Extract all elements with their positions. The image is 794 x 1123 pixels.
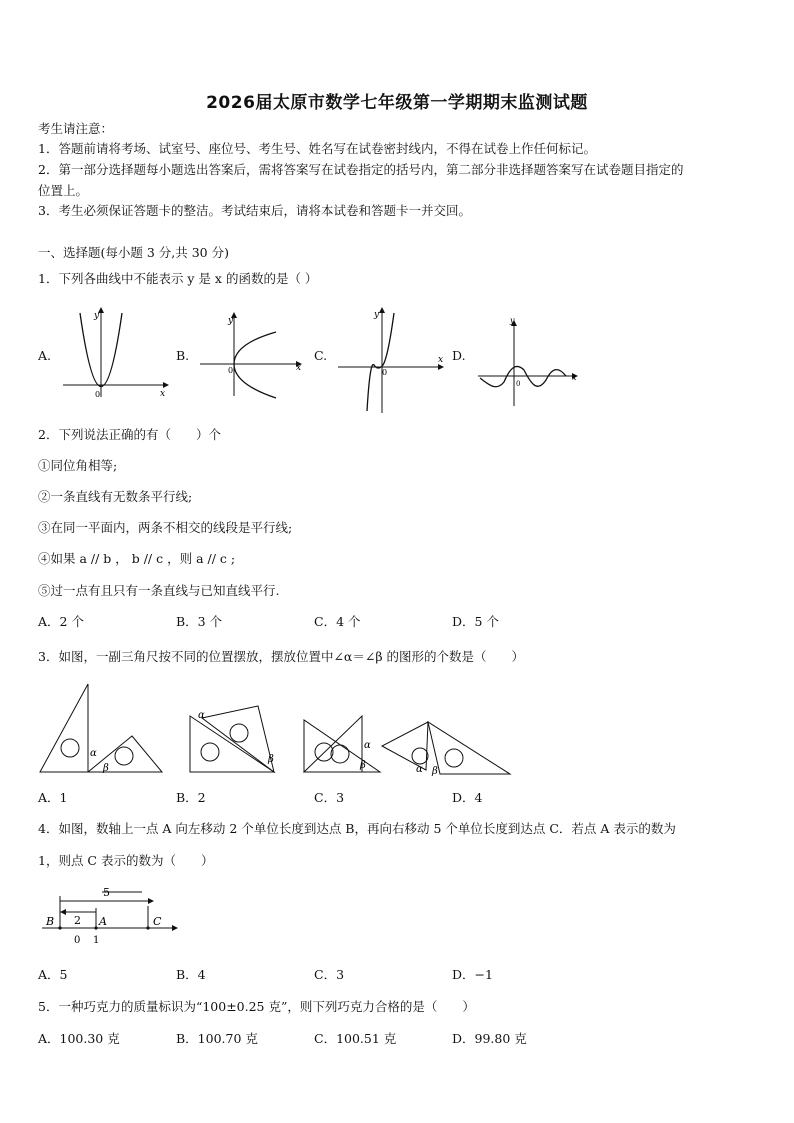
q1-label-d: D. [452, 348, 466, 363]
notice-item-2-cont: 位置上。 [38, 183, 89, 198]
q1-stem: 1．下列各曲线中不能表示 y 是 x 的函数的是（ ） [38, 271, 318, 286]
q2-statement-1: ①同位角相等; [38, 458, 118, 473]
q5-option-c[interactable]: C．100.51 克 [314, 1031, 397, 1046]
q2-statement-2: ②一条直线有无数条平行线; [38, 489, 193, 504]
svg-text:0: 0 [228, 366, 234, 375]
q5-stem: 5．一种巧克力的质量标识为“100±0.25 克”，则下列巧克力合格的是（ ） [38, 999, 475, 1014]
svg-text:x: x [572, 373, 577, 382]
q4-option-b[interactable]: B．4 [176, 967, 206, 982]
notice-item-1: 1．答题前请将考场、试室号、座位号、考生号、姓名写在试卷密封线内，不得在试卷上作任何标记。 [38, 141, 596, 156]
svg-text:5: 5 [103, 886, 110, 899]
q2-statement-3: ③在同一平面内，两条不相交的线段是平行线; [38, 520, 293, 535]
svg-text:1: 1 [93, 935, 100, 946]
q5-option-a[interactable]: A．100.30 克 [38, 1031, 120, 1046]
notice-item-3: 3．考生必须保证答题卡的整洁。考试结束后，请将本试卷和答题卡一并交回。 [38, 203, 471, 218]
q4-stem-line1: 4．如图，数轴上一点 A 向左移动 2 个单位长度到达点 B，再向右移动 5 个单位长度到达点 C．若点 A 表示的数为 [38, 821, 676, 836]
svg-text:y: y [510, 316, 515, 325]
svg-text:x: x [296, 363, 302, 373]
q1-graph-a [58, 305, 173, 400]
svg-text:0: 0 [382, 368, 388, 377]
q4-option-c[interactable]: C．3 [314, 967, 345, 982]
svg-text:α: α [416, 764, 423, 775]
q2-stem: 2．下列说法正确的有（ ）个 [38, 427, 221, 442]
q4-option-a[interactable]: A．5 [38, 967, 68, 982]
section-heading: 一、选择题(每小题 3 分,共 30 分) [38, 245, 229, 260]
q4-number-line [40, 884, 188, 948]
svg-text:2: 2 [74, 914, 81, 927]
q3-option-a[interactable]: A．1 [38, 790, 68, 805]
svg-text:α: α [198, 710, 205, 721]
q2-option-c[interactable]: C．4 个 [314, 614, 361, 629]
svg-text:α: α [364, 740, 371, 751]
q5-options [38, 1030, 758, 1048]
svg-text:0: 0 [95, 390, 101, 399]
q1-graph-b [196, 310, 306, 400]
q3-figure-2 [186, 700, 286, 780]
svg-text:y: y [94, 311, 100, 321]
q4-option-d[interactable]: D．−1 [452, 967, 493, 982]
svg-text:α: α [90, 748, 97, 759]
svg-text:0: 0 [74, 935, 81, 946]
q3-option-d[interactable]: D．4 [452, 790, 483, 805]
q5-option-d[interactable]: D．99.80 克 [452, 1031, 527, 1046]
q2-options [38, 613, 758, 631]
q1-graph-d [474, 312, 582, 410]
q3-figure-4 [378, 718, 518, 780]
q1-label-b: B. [176, 348, 190, 363]
q3-stem: 3．如图，一副三角尺按不同的位置摆放，摆放位置中∠α＝∠β 的图形的个数是（ ） [38, 649, 525, 664]
q2-option-a[interactable]: A．2 个 [38, 614, 84, 629]
svg-text:β: β [360, 760, 366, 771]
svg-text:B: B [46, 915, 55, 928]
q4-stem-line2: 1，则点 C 表示的数为（ ） [38, 853, 214, 868]
svg-text:C: C [153, 915, 162, 928]
svg-text:A: A [99, 915, 107, 928]
svg-text:x: x [438, 355, 444, 365]
page-title: 2026届太原市数学七年级第一学期期末监测试题 [206, 93, 588, 113]
svg-text:β: β [103, 763, 109, 774]
svg-text:y: y [374, 310, 380, 320]
svg-text:β: β [432, 766, 438, 777]
notice-header: 考生请注意： [38, 121, 114, 136]
q3-figure-1 [36, 680, 166, 778]
q3-option-b[interactable]: B．2 [176, 790, 206, 805]
svg-text:0: 0 [516, 380, 521, 388]
q4-options [38, 966, 758, 984]
q5-option-b[interactable]: B．100.70 克 [176, 1031, 258, 1046]
q3-figure-3 [300, 700, 390, 780]
notice-item-2: 2．第一部分选择题每小题选出答案后，需将答案写在试卷指定的括号内，第二部分非选择题答案写在试卷题目指定的 [38, 162, 684, 177]
q1-label-a: A. [38, 348, 52, 363]
q3-options [38, 789, 758, 807]
q2-option-d[interactable]: D．5 个 [452, 614, 499, 629]
q1-graph-c [334, 305, 454, 417]
svg-text:β: β [268, 754, 274, 765]
svg-text:x: x [160, 389, 166, 399]
q3-option-c[interactable]: C．3 [314, 790, 345, 805]
q1-label-c: C. [314, 348, 328, 363]
svg-text:y: y [228, 316, 234, 326]
q2-statement-5: ⑤过一点有且只有一条直线与已知直线平行. [38, 583, 280, 598]
q2-option-b[interactable]: B．3 个 [176, 614, 223, 629]
q2-statement-4: ④如果 a // b ， b // c ，则 a // c ; [38, 551, 236, 566]
